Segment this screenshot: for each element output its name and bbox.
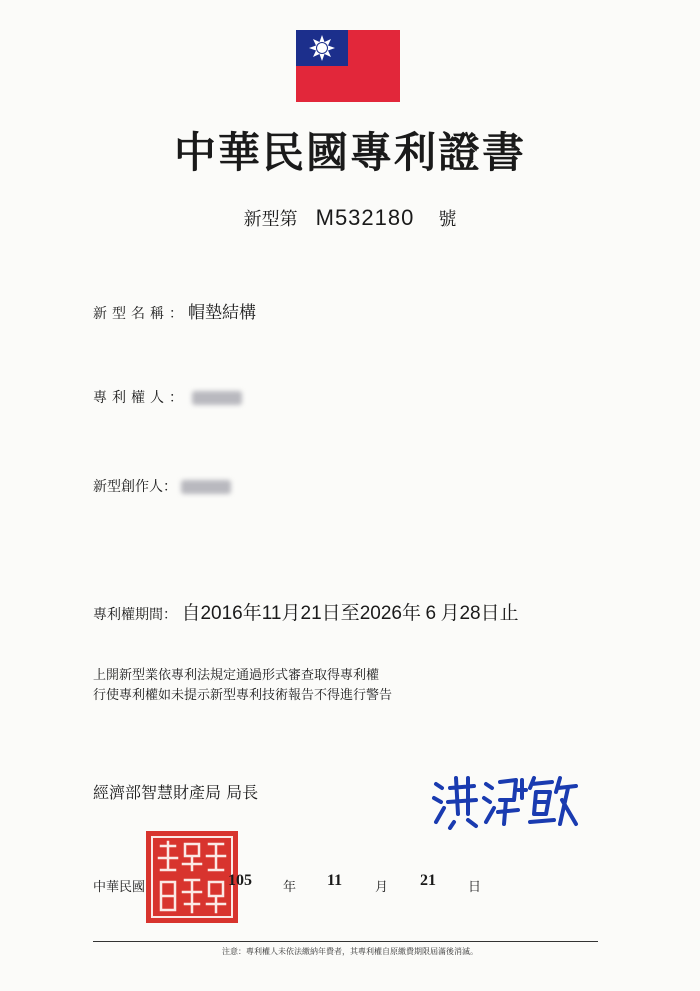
signature-image	[430, 770, 580, 830]
note-line-1: 上開新型業依專利法規定通過形式審查取得專利權	[93, 668, 380, 683]
name-label: 新型名稱：	[93, 306, 188, 322]
owner-field	[93, 387, 242, 407]
end-day: 28	[459, 603, 481, 624]
certificate-title: 中華民國專利證書	[173, 128, 526, 177]
footer-divider	[93, 941, 598, 942]
end-year: 2026	[359, 603, 402, 624]
period-until: 止	[499, 602, 519, 624]
period-label: 專利權期間：	[93, 607, 177, 623]
note-line-2: 行使專利權如未提示新型專利技術報告不得進行警告	[93, 688, 393, 703]
official-seal	[145, 830, 239, 924]
start-day: 21	[300, 603, 322, 624]
patent-number: M532180	[315, 205, 415, 230]
date-month: 11	[327, 872, 343, 889]
date-year: 105	[228, 872, 252, 889]
redacted-creator	[181, 480, 231, 494]
day-unit: 日	[321, 602, 341, 624]
redacted-owner	[192, 391, 242, 405]
period-to: 至	[340, 602, 360, 624]
patent-number-suffix: 號	[438, 209, 457, 230]
start-month: 11	[261, 603, 282, 624]
period-from: 自	[181, 602, 201, 624]
start-year: 2016	[200, 603, 243, 624]
creator-field	[93, 476, 231, 496]
office-title: 經濟部智慧財產局 局長	[93, 783, 259, 802]
footer-note: 注意：專利權人未依法繳納年費者，其專利權自原繳費期限屆滿後消滅。	[222, 947, 478, 956]
day-unit: 日	[480, 602, 500, 624]
name-field	[93, 298, 256, 323]
year-unit: 年	[242, 602, 262, 624]
patent-period	[93, 598, 519, 625]
date-month-unit: 月	[375, 880, 389, 895]
patent-number-prefix: 新型第	[243, 209, 298, 230]
end-month: 6	[425, 603, 437, 624]
date-year-unit: 年	[283, 880, 297, 895]
date-day: 21	[420, 872, 436, 889]
date-day-unit: 日	[468, 880, 482, 895]
month-unit: 月	[440, 602, 460, 624]
date-era: 中華民國	[93, 880, 146, 895]
month-unit: 月	[281, 602, 301, 624]
year-unit: 年	[401, 602, 421, 624]
name-value: 帽墊結構	[188, 303, 256, 323]
creator-label: 新型創作人：	[93, 479, 177, 495]
flag-image	[296, 30, 400, 102]
patent-number-line	[0, 205, 700, 231]
owner-label: 專利權人：	[93, 390, 188, 406]
